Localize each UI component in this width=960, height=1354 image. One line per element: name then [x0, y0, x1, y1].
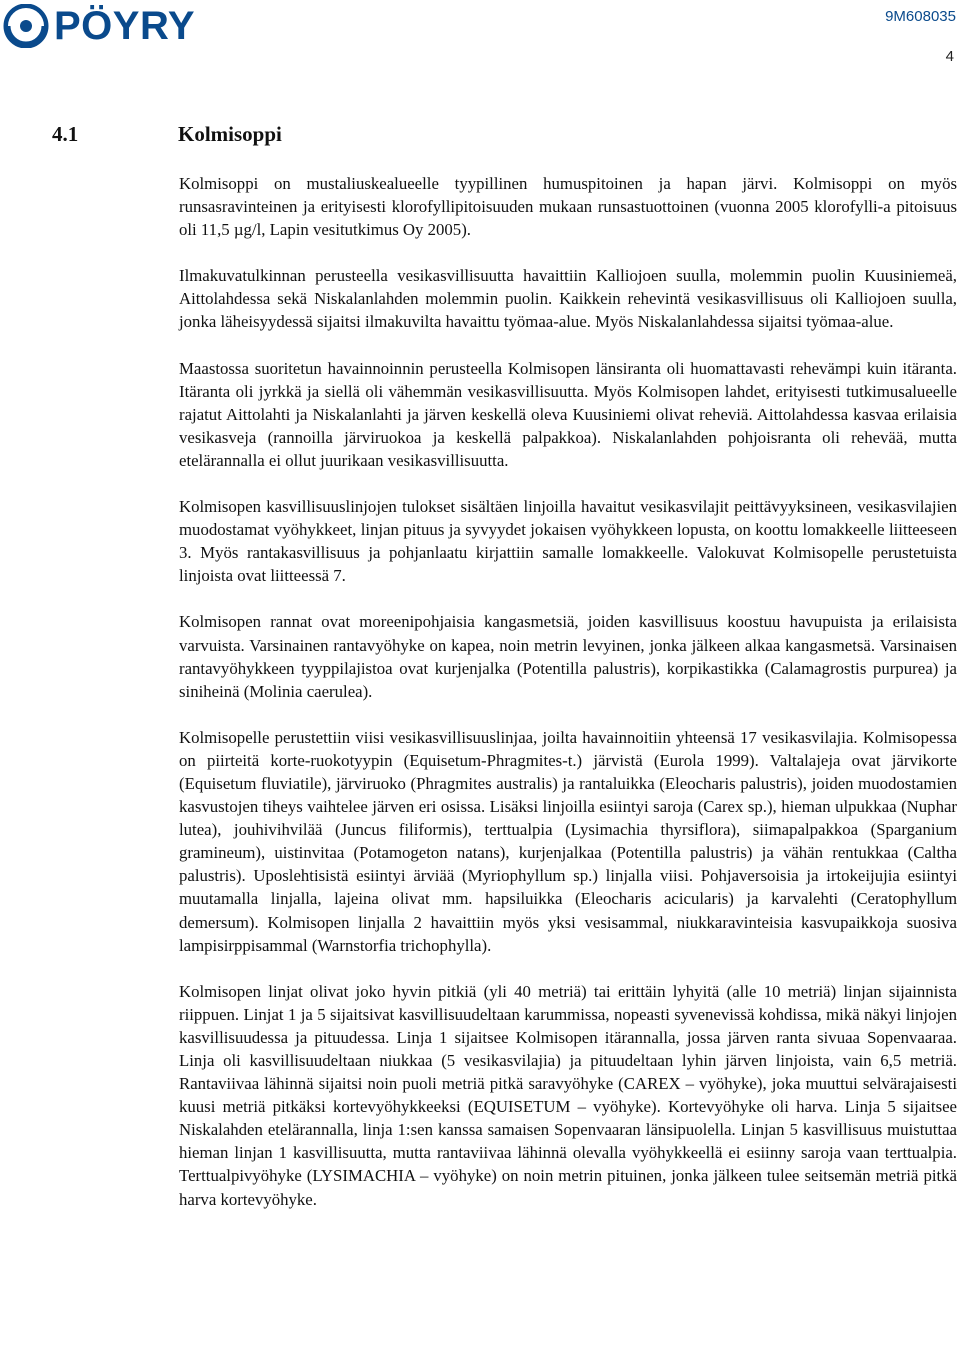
- paragraph: Maastossa suoritetun havainnoinnin perusteella Kolmisopen länsiranta oli huomattavasti rehevämpi kuin itäranta. Itäranta oli jyrkkä ja siellä oli vähemmän vesikasvillisuutta. Myös Kolmisopen lahdet, erityisesti tutkimusalueelle rajatut Aittolahti ja Niskalanlahti ja järven keskellä oleva Kuusiniemi olivat reheviä. Aittolahdessa kasvaa erilaisia vesikasveja (rannoilla järviruokoa ja keskellä palpakkoa). Niskalanlahden pohjoisranta oli rehevää, mutta etelärannalla ei ollut juurikaan vesikasvillisuutta.: [179, 358, 957, 470]
- section-heading: [52, 122, 282, 147]
- paragraph: Kolmisopelle perustettiin viisi vesikasvillisuuslinjaa, joilta havainnoitiin yhteensä 17 vesikasvilajia. Kolmisopessa on piirteitä korte-ruokotyypin (Equisetum-Phragmites-t.) järvistä (Eurola 1999). Valtalajeja ovat järvikorte (Equisetum fluviatile), järviruoko (Phragmites australis) ja rantaluikka (Eleocharis palustris), joiden muodostamien kasvustojen tiheys vaihtelee järven eri osissa. Lisäksi linjoilla esiintyi saroja (Carex sp.), hieman ulpukkaa (Nuphar lutea), jouhivihvilää (Juncus filiformis), terttualpia (Lysimachia thyrsiflora), siimapalpakkoa (Sparganium gramineum), uistinvitaa (Potamogeton natans), kurjenjalkaa (Potentilla palustris) ja vähän rentukkaa (Caltha palustris). Uposlehtisistä esiintyi ärviää (Myriophyllum sp.) linjalla viisi. Pohjaversoisia ja irtokeijujia esiintyi muutamalla linjalla, lajeina olivat mm. hapsiluikka (Eleocharis acicularis) ja karvalehti (Ceratophyllum demersum). Kolmisopen linjalla 2 havaittiin myös yksi vesisammal, niukkaravinteisia kasvupaikkoja suosiva lampisirppisammal (Warnstorfia trichophylla).: [179, 727, 957, 955]
- paragraph: Ilmakuvatulkinnan perusteella vesikasvillisuutta havaittiin Kalliojoen suulla, molemmin puolin Kuusiniemeä, Aittolahdessa sekä Niskalanlahden molemmin puolin. Kaikkein rehevintä vesikasvillisuus oli Kalliojoen suulla, jonka läheisyydessä sijaitsi ilmakuvilta havaittu työmaa-alue. Myös Niskalanlahdessa sijaitsi työmaa-alue.: [179, 266, 957, 332]
- paragraph: Kolmisoppi on mustaliuskealueelle tyypillinen humuspitoinen ja hapan järvi. Kolmisoppi on myös runsasravinteinen ja erityisesti klorofyllipitoisuuden mukaan runsastuottoinen (vuonna 2005 klorofylli-a pitoisuus oli 11,5 µg/l, Lapin vesitutkimus Oy 2005).: [179, 174, 957, 240]
- poyry-logo: [2, 4, 195, 48]
- paragraph: Kolmisopen linjat olivat joko hyvin pitkiä (yli 40 metriä) tai erittäin lyhyitä (alle 10 metriä) linjan sijainnista riippuen. Linjat 1 ja 5 sijaitsivat kasvillisuudeltaan karummissa, nopeasti syvenevissä kohdissa, mikä näkyi linjojen kasvillisuudessa ja pituudessa. Linja 1 sijaitsee Kolmisopen itärannalla, jossa järven ranta sivuaa Sopenvaaraa. Linja oli kasvillisuudeltaan niukkaa (5 vesikasvilajia) ja pituudeltaan lyhin järven linjoista, vain 6,5 metriä. Rantaviivaa lähinnä sijaitsi noin puoli metriä pitkä saravyöhyke (CAREX – vyöhyke), joka muuttui selvärajaisesti kuusi metriä pitkäksi kortevyöhykkeeksi (EQUISETUM – vyöhyke). Kortevyöhyke oli harva. Linja 5 sijaitsee Niskalahden etelärannalla, linja 1:sen kanssa samaisen Sopenvaaran länsipuolella. Linjan 5 kasvillisuus muistuttaa hieman linjan 1 kasvillisuutta, mutta rantaviivaa lähinnä olevalla vyöhykkeellä ei esiinny saroja vaan terttualpia. Terttualpivyöhyke (LYSIMACHIA – vyöhyke) on noin metrin pituinen, jonka jälkeen tulee seitsemän metriä pitkä harva kortevyöhyke.: [179, 981, 957, 1209]
- page-header: [0, 0, 960, 65]
- paragraph: Kolmisopen rannat ovat moreenipohjaisia kangasmetsiä, joiden kasvillisuus koostuu havupuista ja erilaisista varvuista. Varsinainen rantavyöhyke on kapea, noin metrin levyinen, jonka jälkeen alkaa kangasmetsä. Varsinaisen rantavyöhykkeen tyyppilajistoa ovat kurjenjalka (Potentilla palustris), korpikastikka (Calamagrostis purpurea) ja siniheinä (Molinia caerulea).: [179, 612, 957, 701]
- body-text: [179, 172, 957, 1234]
- poyry-swirl-icon: [2, 4, 50, 48]
- section-title: Kolmisoppi: [178, 122, 282, 146]
- section-number: 4.1: [52, 122, 79, 146]
- page-number: 4: [945, 48, 954, 65]
- paragraph: Kolmisopen kasvillisuuslinjojen tulokset sisältäen linjoilla havaitut vesikasvilajit peittävyyksineen, vesikasvilajien muodostamat vyöhykkeet, linjan pituus ja syvyydet jokaisen vyöhykkeen lopusta, on koottu lomakkeelle liitteeseen 3. Myös rantakasvillisuus ja pohjanlaatu kirjattiin samalle lomakkeelle. Valokuvat Kolmisopelle perustetuista linjoista ovat liitteessä 7.: [179, 497, 957, 586]
- document-id: 9M608035: [885, 8, 956, 25]
- logo-wordmark: PÖYRY: [54, 4, 196, 48]
